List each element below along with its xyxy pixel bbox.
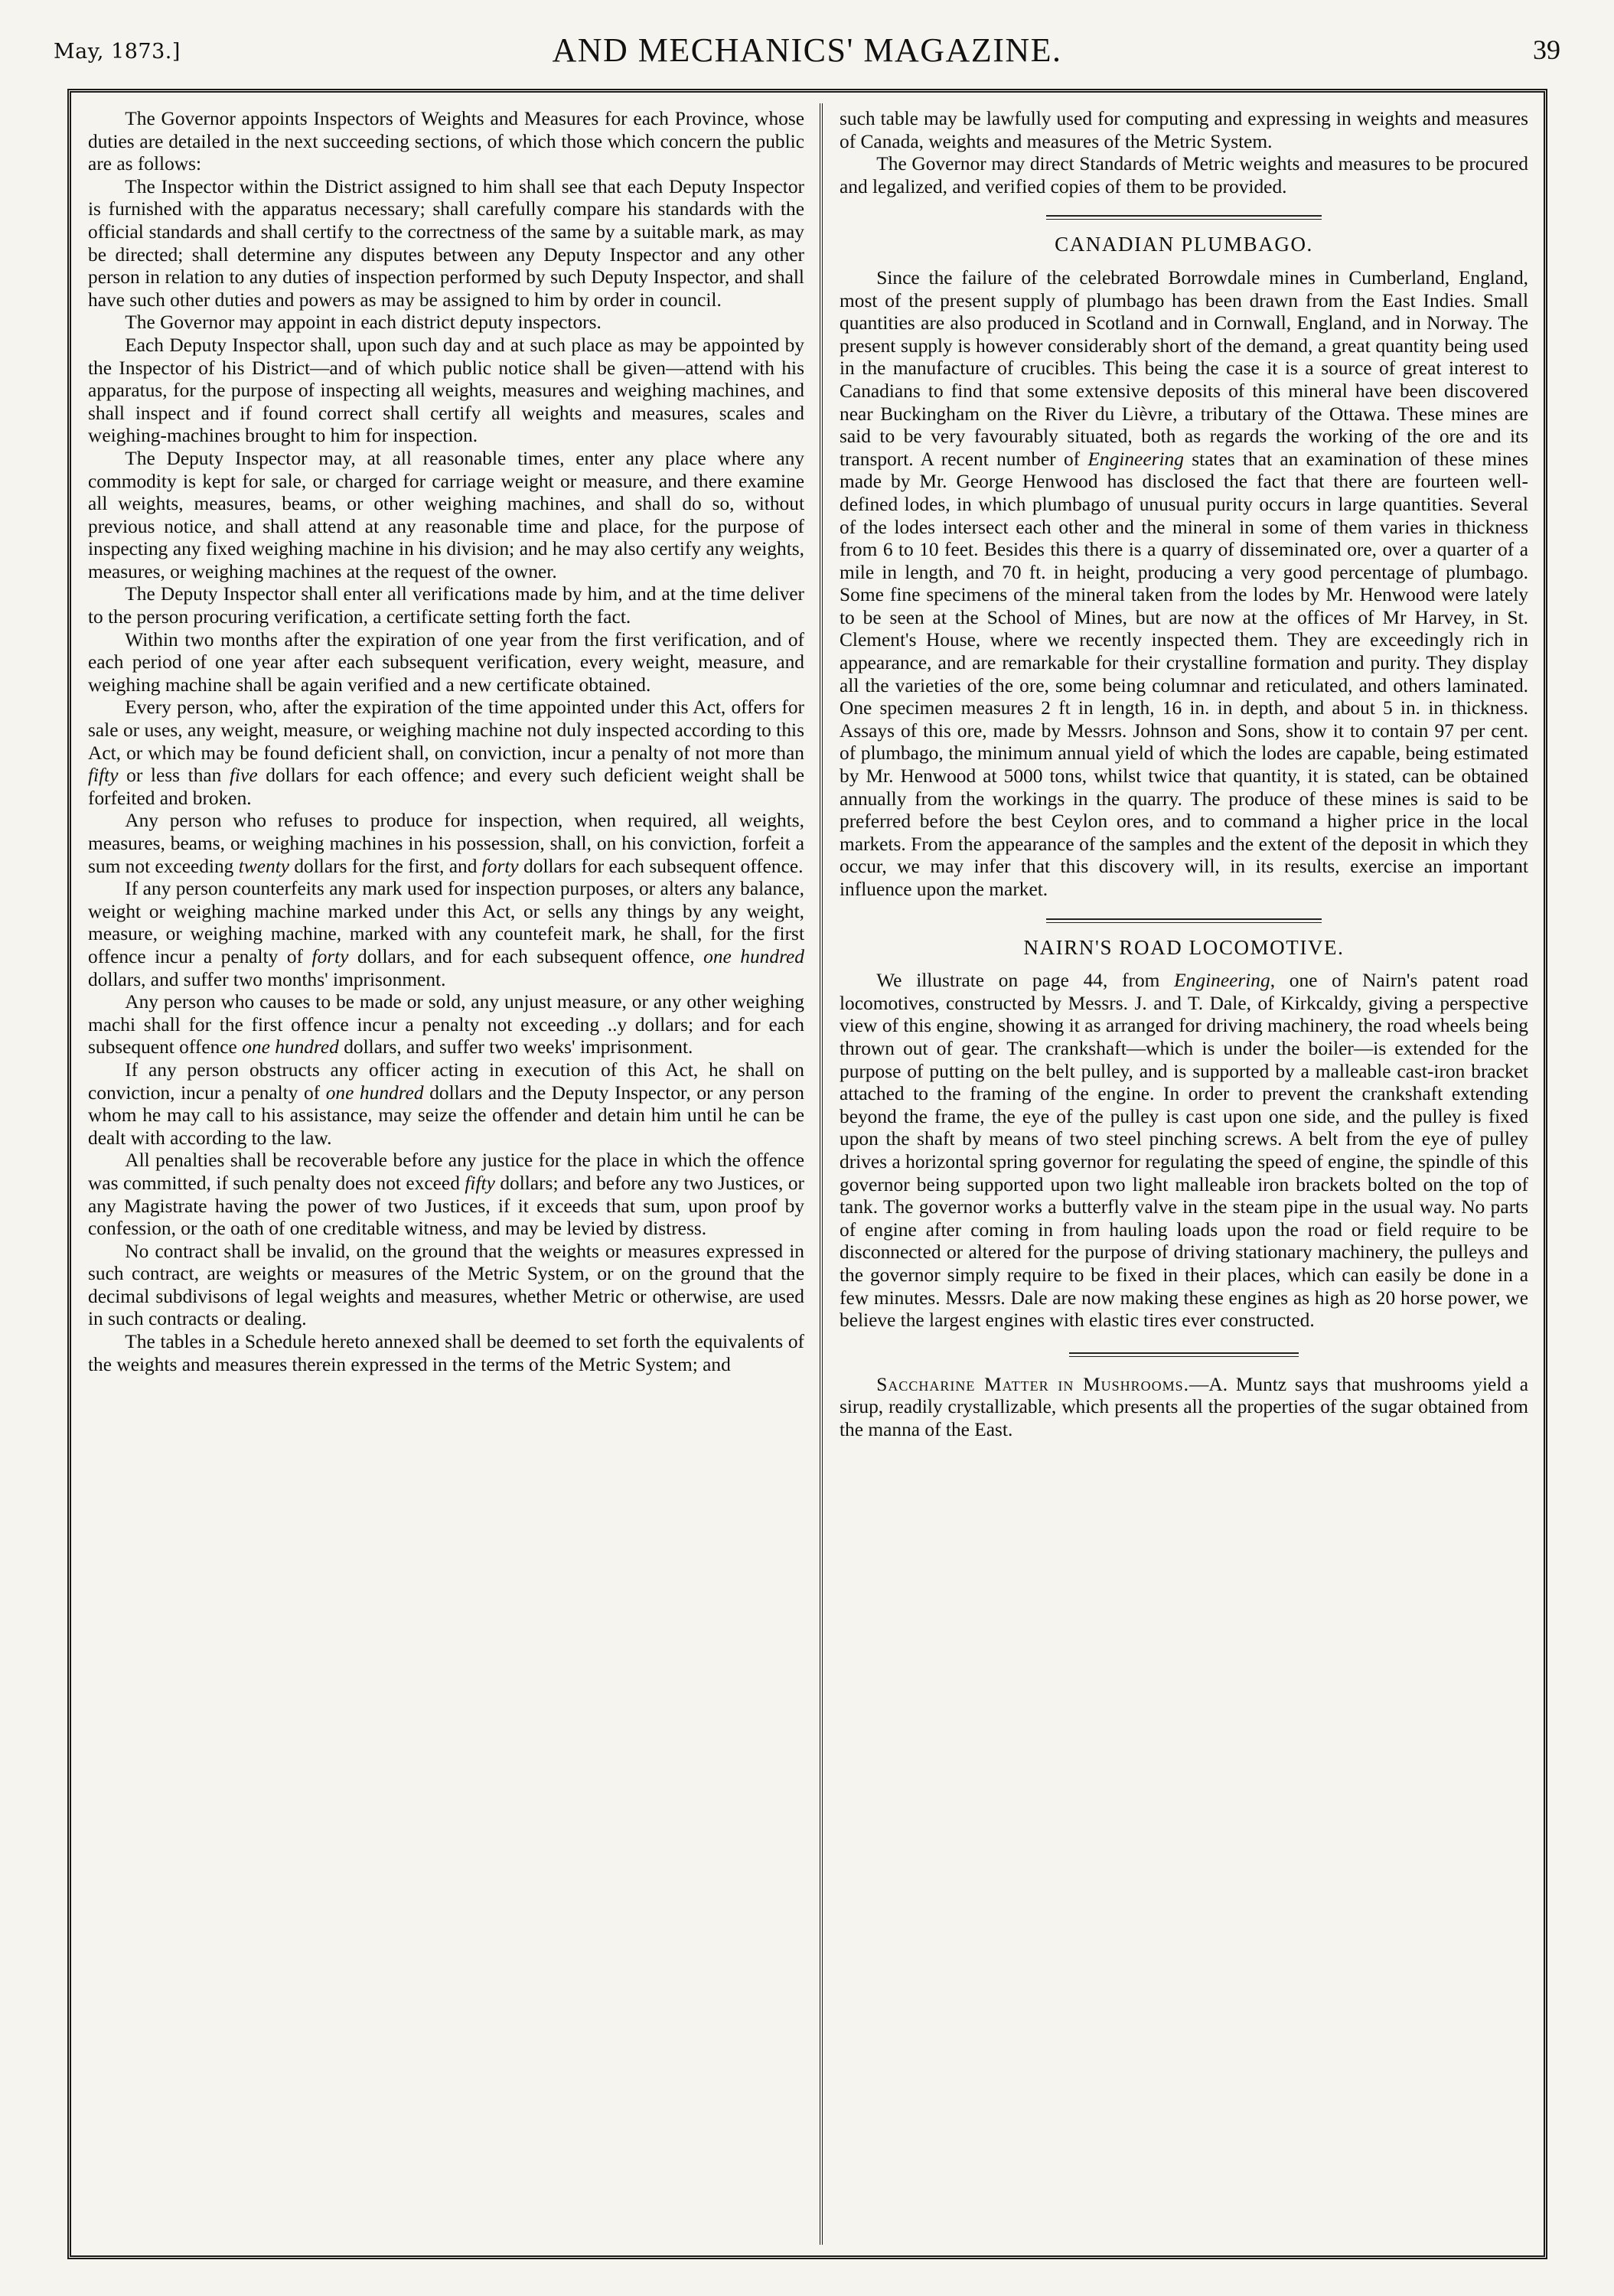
paragraph: The Governor may direct Standards of Metric weights and measures to be procured and legalized, and verified copies of them to be provided. <box>840 153 1528 197</box>
column-rule <box>820 103 823 2245</box>
italic-run: forty <box>481 855 519 877</box>
article-heading-plumbago: CANADIAN PLUMBAGO. <box>1055 233 1313 256</box>
paragraph: All penalties shall be recoverable before any justice for the place in which the offence was committed, if such penalty does not exceed fifty dollars; and before any two Justices, or any Magistrate having the power of two Justices, if it exceeds that sum, upon proof by confession, or the oath of one creditable witness, and may be levied by distress. <box>88 1150 804 1240</box>
paragraph: The Inspector within the District assigned to him shall see that each Deputy Inspector is furnished with the apparatus necessary; shall carefully compare his standards with the official standards and shall certify to the correctness of the same by a suitable mark, as may be directed; shall determine any disputes between any Deputy Inspector and any other person in relation to any duties of inspection performed by such Deputy Inspector, and shall have such other duties and powers as may be assigned to him by order in council. <box>88 175 804 311</box>
section-divider <box>1046 215 1322 220</box>
paragraph: No contract shall be invalid, on the ground that the weights or measures expressed in such contract, are weights or measures of the Metric System, or on the ground that the decimal subdivisons of legal weights and measures, whether Metric or otherwise, are used in such contracts or dealing. <box>88 1240 804 1330</box>
italic-run: one hundred <box>325 1081 424 1104</box>
note-body: —A. Muntz says that mushrooms yield a sirup, readily crystallizable, which presents all the properties of the sugar obtained from the manna of the East. <box>840 1373 1528 1440</box>
section-divider <box>1069 1352 1299 1357</box>
page-number: 39 <box>1533 34 1560 65</box>
italic-run: one hundred <box>703 945 804 967</box>
article-heading-locomotive: NAIRN'S ROAD LOCOMOTIVE. <box>1023 935 1345 959</box>
italic-run: five <box>230 765 258 787</box>
paragraph: Any person who causes to be made or sold, any unjust measure, or any other weighing machi shall for the first offence incur a penalty not exceeding ..y dollars; and for each subsequent offence one hundred dollars, and suffer two weeks' imprisonment. <box>88 991 804 1058</box>
paragraph: The Governor may appoint in each district deputy inspectors. <box>125 311 602 334</box>
right-column <box>840 108 1528 2240</box>
left-column <box>88 108 804 2240</box>
running-head <box>54 28 1560 81</box>
paragraph: The tables in a Schedule hereto annexed shall be deemed to set forth the equivalents of the weights and measures therein expressed in the terms of the Metric System; and <box>88 1331 804 1375</box>
mushroom-note <box>840 1374 1528 1442</box>
page-frame <box>67 89 1547 2259</box>
italic-run: one hundred <box>242 1036 339 1058</box>
italic-run: twenty <box>238 855 290 877</box>
paragraph: We illustrate on page 44, from Engineering, one of Nairn's patent road locomotives, constructed by Messrs. J. and T. Dale, of Kirkcaldy, giving a perspective view of this engine, showing it as arranged for driving machinery, the road wheels being thrown out of gear. The crankshaft—which is under the boiler—is extended for the purpose of putting on the belt pulley, and is supported by a malleable cast-iron bracket attached to the framing of the engine. In order to prevent the crankshaft extending beyond the frame, the eye of the pulley is cast upon one side, and the pulley is fixed upon the shaft by means of two steel pinching screws. A belt from the eye of pulley drives a horizontal spring governor for regulating the speed of engine, the spindle of this governor being supported upon two light malleable iron brackets bolted on the top of tank. The governor works a butterfly valve in the steam pipe in the usual way. No parts of engine after coming in from hauling loads upon the road or field require to be disconnected or altered for the purpose of driving stationary machinery, the pulleys and the governor simply require to be fixed in their places, which can easily be done in a few minutes. Messrs. Dale are now making these engines as high as 20 horse power, we believe the largest engines with elastic tires ever constructed. <box>840 970 1528 1332</box>
italic-run: Engineering <box>1174 970 1270 992</box>
italic-run: forty <box>311 945 349 967</box>
paragraph: The Governor appoints Inspectors of Weights and Measures for each Province, whose duties are detailed in the next succeeding sections, of which those which concern the public are as follows: <box>88 108 804 175</box>
italic-run: fifty <box>88 765 119 787</box>
paragraph: Any person who refuses to produce for inspection, when required, all weights, measures, beams, or weighing machines in his possession, shall, on his conviction, forfeit a sum not exceeding twenty dollars for the first, and forty dollars for each subsequent offence. <box>88 810 804 877</box>
note-lead: Saccharine Matter in Mushrooms. <box>876 1373 1190 1395</box>
paragraph: Each Deputy Inspector shall, upon such day and at such place as may be appointed by the Inspector of his District—and of which public notice shall be given—attend with his apparatus, for the purpose of inspecting all weights, measures and weighing machines, and shall inspect and if found correct shall certify all weights and measures, scales and weighing-machines brought to him for inspection. <box>88 334 804 447</box>
italic-run: fifty <box>465 1172 495 1194</box>
paragraph: If any person obstructs any officer acting in execution of this Act, he shall on conviction, incur a penalty of one hundred dollars and the Deputy Inspector, or any person whom he may call to his assistance, may seize the offender and detain him until he can be dealt with according to the law. <box>88 1058 804 1149</box>
paragraph: such table may be lawfully used for computing and expressing in weights and measures of Canada, weights and measures of the Metric System. <box>840 108 1528 152</box>
paragraph: If any person counterfeits any mark used for inspection purposes, or alters any balance, weight or weighing machine marked under this Act, or sells any things by any weight, measure, or weighing machine, marked with any countefeit mark, he shall, for the first offence incur a penalty of forty dollars, and for each subsequent offence, one hundred dollars, and suffer two months' imprisonment. <box>88 878 804 990</box>
issue-date: May, 1873.] <box>54 40 181 64</box>
magazine-title: AND MECHANICS' MAGAZINE. <box>552 31 1062 69</box>
paragraph: Since the failure of the celebrated Borrowdale mines in Cumberland, England, most of the present supply of plumbago has been drawn from the East Indies. Small quantities are also produced in Scotland and in Cornwall, England, and in Norway. The present supply is however considerably short of the demand, a great quantity being used in the manufacture of crucibles. This being the case it is a source of great interest to Canadians to find that some extensive deposits of this mineral have been discovered near Buckingham on the River du Lièvre, a tributary of the Ottawa. These mines are said to be very favourably situated, both as regards the working of the ore and its transport. A recent number of Engineering states that an examination of these mines made by Mr. George Henwood has disclosed the fact that there are fourteen well-defined lodes, in which plumbago of unusual purity occurs in large quantities. Several of the lodes intersect each other and the mineral in some of them varies in thickness from 6 to 10 feet. Besides this there is a quarry of disseminated ore, over a quarter of a mile in length, and 70 ft. in height, producing a very good percentage of plumbago. Some fine specimens of the mineral taken from the lodes by Mr. Henwood were lately to be seen at the School of Mines, but are now at the offices of Mr Harvey, in St. Clement's House, where we recently inspected them. They are exceedingly rich in appearance, and are remarkable for their crystalline formation and purity. They display all the varieties of the ore, some being columnar and reticulated, and others laminated. One specimen measures 2 ft in length, 16 in. in depth, and about 5 in. in thickness. Assays of this ore, made by Messrs. Johnson and Sons, show it to contain 97 per cent. of plumbago, the minimum annual yield of which the lodes are capable, being estimated by Mr. Henwood at 5000 tons, whilst twice that quantity, it is stated, can be obtained annually from the workings in the quarry. The produce of these mines is said to be preferred before the best Ceylon ores, and to command a higher price in the local markets. From the appearance of the samples and the extent of the deposit in which they occur, we may infer that this discovery will, in its results, exercise an important influence upon the market. <box>840 266 1528 900</box>
paragraph: Within two months after the expiration of one year from the first verification, and of each period of one year after each subsequent verification, every weight, measure, and weighing machine shall be again verified and a new certificate obtained. <box>88 628 804 696</box>
paragraph: The Deputy Inspector shall enter all verifications made by him, and at the time deliver to the person procuring verification, a certificate setting forth the fact. <box>88 583 804 628</box>
italic-run: Engineering <box>1087 448 1184 470</box>
paragraph: Every person, who, after the expiration of the time appointed under this Act, offers for sale or uses, any weight, measure, or weighing machine not duly inspected according to this Act, or which may be found deficient shall, on conviction, incur a penalty of not more than fifty or less than five dollars for each offence; and every such deficient weight shall be forfeited and broken. <box>88 696 804 809</box>
section-divider <box>1046 918 1322 923</box>
paragraph: The Deputy Inspector may, at all reasonable times, enter any place where any commodity is kept for sale, or charged for carriage weight or measure, and there examine all weights, measures, beams, or other weighing machines, and shall do so, without previous notice, and shall attend at any reasonable time and place, for the purpose of inspecting any fixed weighing machine in his division; and he may also certify any weights, measures, or weighing machines at the request of the owner. <box>88 447 804 582</box>
